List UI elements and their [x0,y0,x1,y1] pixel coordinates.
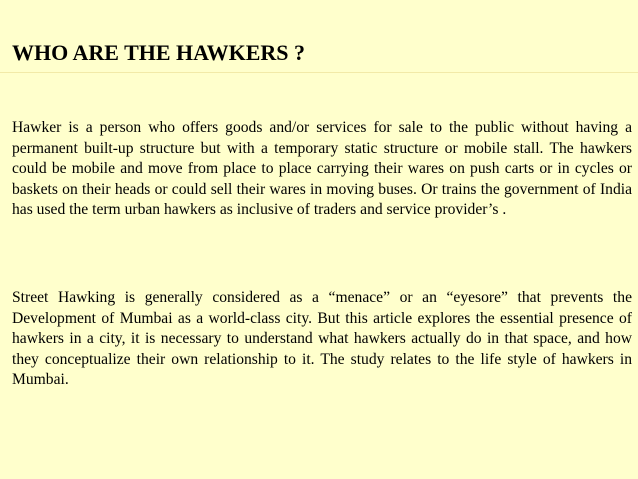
title-divider [0,72,638,73]
paragraph-hawker-definition: Hawker is a person who offers goods and/or services for sale to the public without having a permanent built-up structure but with a temporary static structure or mobile stall. The hawkers could be mobile and move from place to place carrying their wares on push carts or in cycles or baskets on their heads or could sell their wares in moving buses. Or trains the government of India has used the term urban hawkers as inclusive of traders and service provider’s . [12,119,632,219]
slide-title: WHO ARE THE HAWKERS ? [12,40,305,65]
paragraph-street-hawking: Street Hawking is generally considered as a “menace” or an “eyesore” that prevents the Development of Mumbai as a world-class city. But this article explores the essential presence of hawkers in a city, it is necessary to understand what hawkers actually do in that space, and how they conceptualize their own relationship to it. The study relates to the life style of hawkers in Mumbai. [12,289,632,389]
